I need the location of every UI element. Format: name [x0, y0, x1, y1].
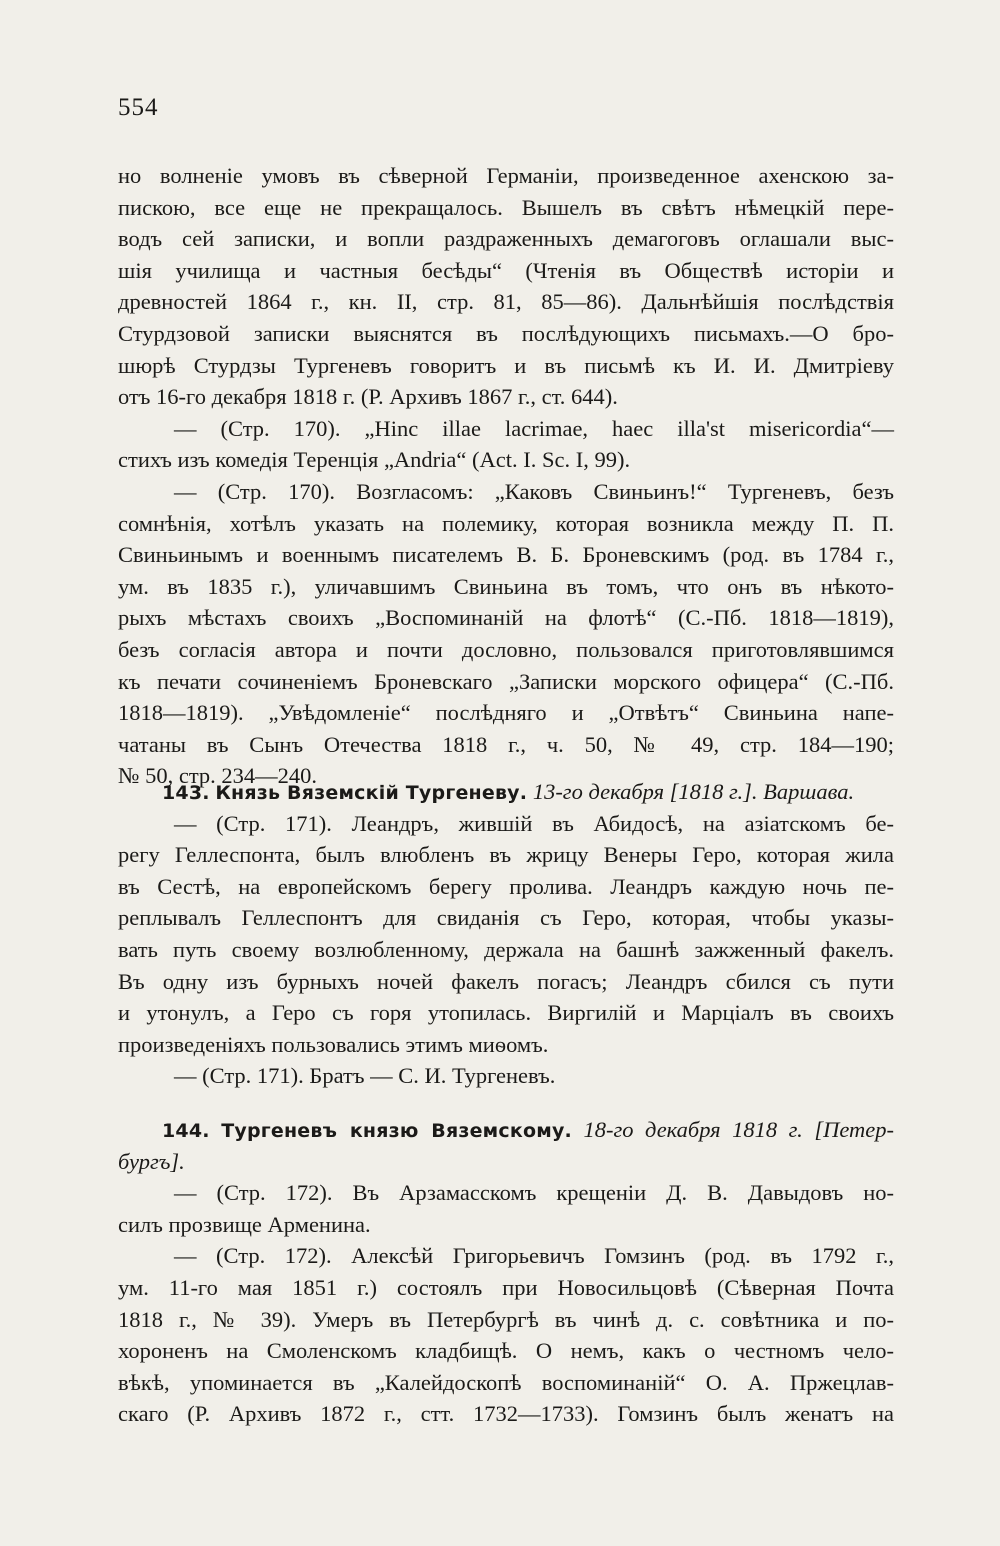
text-line: въ Сестѣ, на европейскомъ берегу пролива. Леандръ каждую ночь пе-	[118, 873, 894, 899]
text-line: безъ согласія автора и почти дословно, пользовался приготовлявшимся	[118, 636, 894, 662]
letter-143-section	[118, 776, 894, 1092]
text-line: реплывалъ Геллеспонтъ для свиданія съ Геро, которая, чтобы указы-	[118, 905, 894, 931]
letter-144-section	[118, 1114, 894, 1430]
text-line: 1818 г., № 39). Умеръ въ Петербургѣ въ чинѣ д. с. совѣтника и по-	[118, 1306, 894, 1332]
text-line: — (Стр. 172). Алексѣй Григорьевичъ Гомзинъ (род. въ 1792 г.,	[174, 1243, 894, 1269]
letter-heading-title: Князь Вяземскій Тургеневу.	[215, 782, 528, 804]
text-line: хороненъ на Смоленскомъ кладбищѣ. О немъ, какъ о честномъ чело-	[118, 1338, 894, 1364]
text-line: отъ 16-го декабря 1818 г. (Р. Архивъ 1867 г., ст. 644).	[118, 384, 618, 410]
letter-heading	[118, 1114, 894, 1146]
text-line: регу Геллеспонта, былъ влюбленъ въ жрицу Венеры Геро, которая жила	[118, 842, 894, 868]
text-line: — (Стр. 172). Въ Арзамасскомъ крещеніи Д. В. Давыдовъ но-	[174, 1180, 894, 1206]
letter-heading-continuation: бургъ].	[118, 1148, 185, 1174]
text-line: — (Стр. 171). Леандръ, жившій въ Абидосѣ, на азіатскомъ бе-	[174, 810, 894, 836]
letter-heading-date: 13-го декабря [1818 г.]. Варшава.	[532, 779, 855, 804]
text-line: водъ сей записки, и вопли раздраженныхъ демагоговъ оглашали выс-	[118, 226, 894, 252]
text-line: пискою, все еще не прекращалось. Вышелъ въ свѣтъ нѣмецкій пере-	[118, 194, 894, 220]
text-line: № 50, стр. 234—240.	[118, 763, 318, 789]
text-line: — (Стр. 171). Братъ — С. И. Тургеневъ.	[174, 1063, 556, 1089]
text-line: Стурдзовой записки выяснятся въ послѣдующихъ письмахъ.—О бро-	[118, 320, 894, 346]
text-line: — (Стр. 170). Возгласомъ: „Каковъ Свиньинъ!“ Тургеневъ, безъ	[174, 478, 894, 504]
text-line: древностей 1864 г., кн. II, стр. 81, 85—86). Дальнѣйшія послѣдствія	[118, 289, 894, 315]
letter-heading-title: Тургеневъ князю Вяземскому.	[221, 1120, 572, 1142]
letter-heading	[118, 776, 894, 808]
text-line: шія училища и частныя бесѣды“ (Чтенія въ Обществѣ исторіи и	[118, 257, 894, 283]
text-line: къ печати сочиненіемъ Броневскаго „Записки морского офицера“ (С.-Пб.	[118, 668, 894, 694]
page-number: 554	[118, 94, 159, 121]
commentary-continuation	[118, 160, 894, 792]
text-line: — (Стр. 170). „Hinc illae lacrimae, haec illa'st misericordia“—	[174, 415, 894, 441]
text-line: ум. 11-го мая 1851 г.) состоялъ при Новосильцовѣ (Сѣверная Почта	[118, 1274, 894, 1300]
text-line: Въ одну изъ бурныхъ ночей факелъ погасъ; Леандръ сбился съ пути	[118, 968, 894, 994]
letter-heading-number: 143.	[162, 782, 210, 804]
text-line: скаго (Р. Архивъ 1872 г., стт. 1732—1733). Гомзинъ былъ женатъ на	[118, 1401, 894, 1427]
text-line: Свиньинымъ и военнымъ писателемъ В. Б. Броневскимъ (род. въ 1784 г.,	[118, 542, 894, 568]
text-line: шюрѣ Стурдзы Тургеневъ говоритъ и въ письмѣ къ И. И. Дмитріеву	[118, 352, 894, 378]
text-line: чатаны въ Сынъ Отечества 1818 г., ч. 50, № 49, стр. 184—190;	[118, 731, 894, 757]
text-line: стихъ изъ комедія Теренція „Andria“ (Act. I. Sc. I, 99).	[118, 447, 631, 473]
text-line: силъ прозвище Арменина.	[118, 1211, 371, 1237]
letter-heading-date: 18-го декабря 1818 г. [Петер-	[583, 1117, 894, 1142]
text-line: ум. въ 1835 г.), уличавшимъ Свиньина въ томъ, что онъ въ нѣкото-	[118, 573, 894, 599]
letter-heading-number: 144.	[162, 1120, 210, 1142]
text-line: вѣкѣ, упоминается въ „Калейдоскопѣ воспоминаній“ О. А. Пржецлав-	[118, 1369, 894, 1395]
text-line: сомнѣнія, хотѣлъ указать на полемику, которая возникла между П. П.	[118, 510, 894, 536]
text-line: и утонулъ, а Геро съ горя утопилась. Виргилій и Марціалъ въ своихъ	[118, 1000, 894, 1026]
text-line: произведеніяхъ пользовались этимъ миѳомъ.	[118, 1031, 549, 1057]
text-line: 1818—1819). „Увѣдомленіе“ послѣдняго и „Отвѣтъ“ Свиньина напе-	[118, 700, 894, 726]
text-line: рыхъ мѣстахъ своихъ „Воспоминаній на флотѣ“ (С.-Пб. 1818—1819),	[118, 605, 894, 631]
text-line: но волненіе умовъ въ сѣверной Германіи, произведенное ахенскою за-	[118, 163, 894, 188]
text-line: вать путь своему возлюбленному, держала на башнѣ зажженный факелъ.	[118, 936, 894, 962]
